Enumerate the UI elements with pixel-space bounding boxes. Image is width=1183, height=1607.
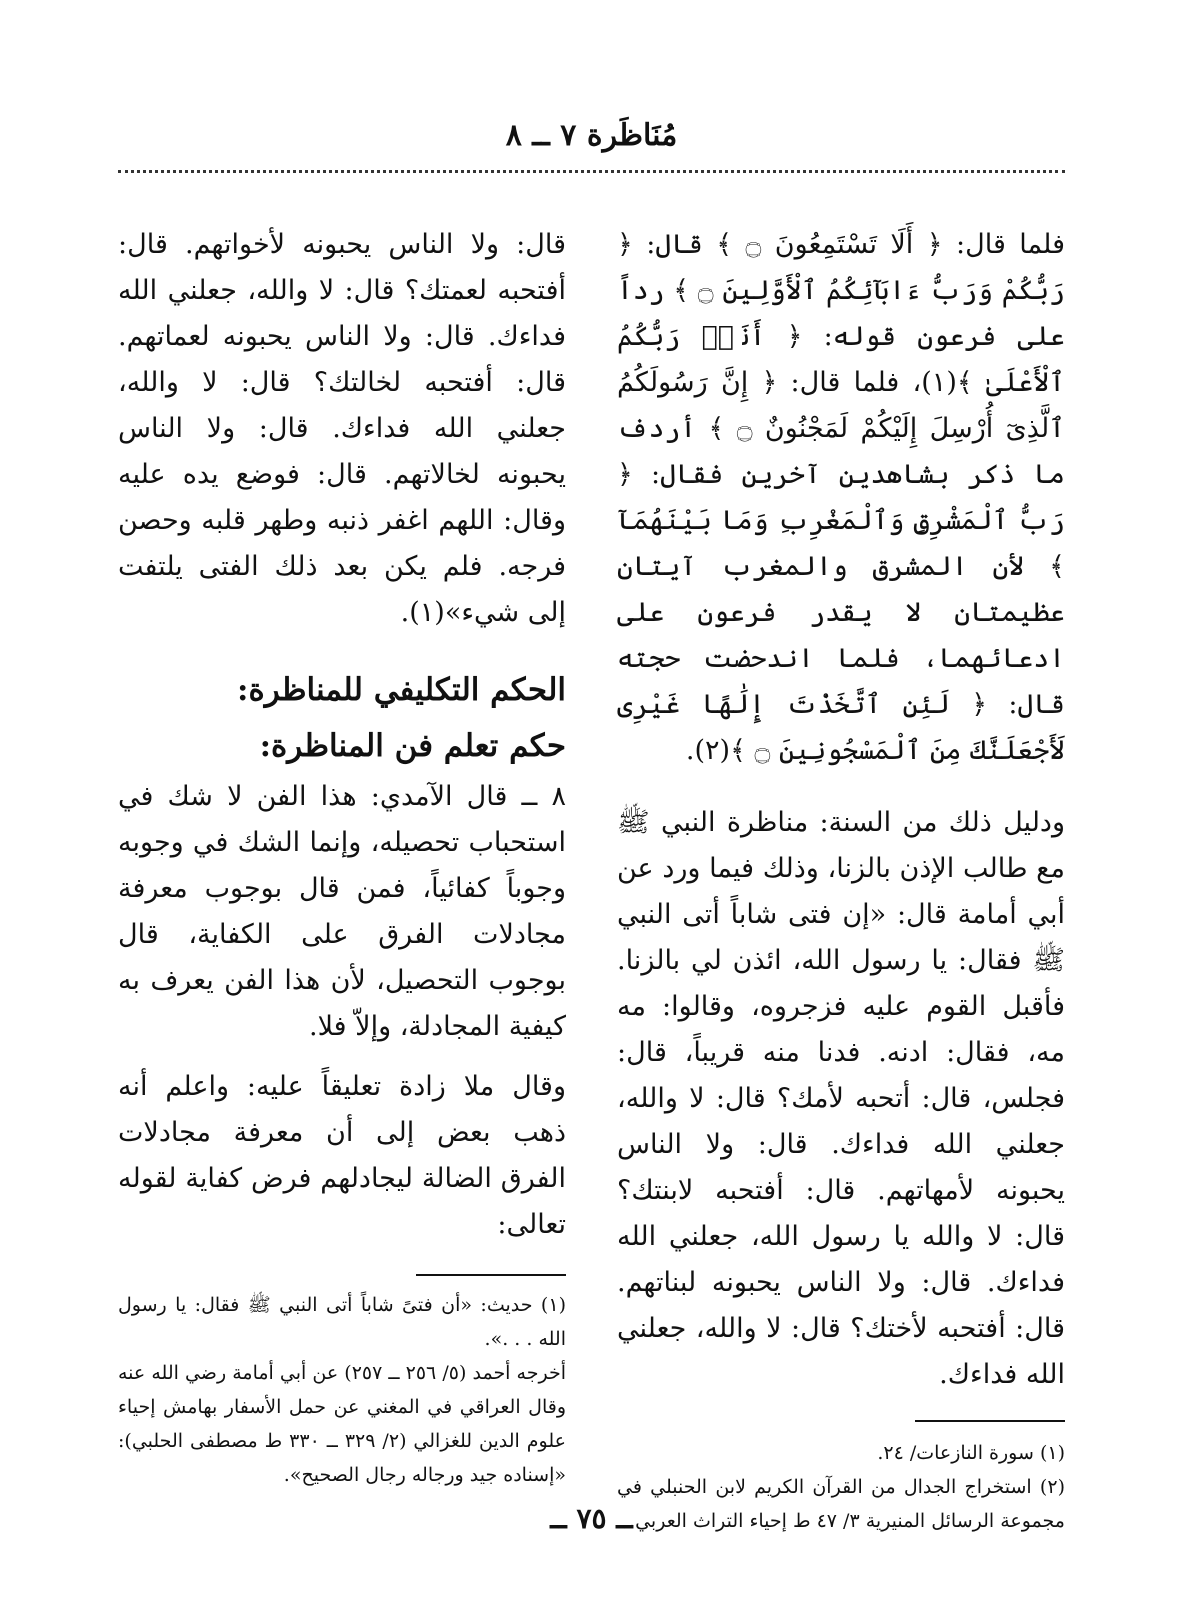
paragraph-gap (118, 1050, 566, 1064)
footnote-rule (416, 1274, 566, 1276)
running-header: مُنَاظَرة ٧ ــ ٨ (505, 118, 678, 153)
page-number: ــ ٧٥ ــ (550, 1502, 633, 1535)
body-paragraph: وقال ملا زادة تعليقاً عليه: واعلم أنه ذهب بعض إلى أن معرفة مجادلات الفرق الضالة ليجادلهم فرض كفاية لقوله تعالى: (118, 1071, 566, 1240)
body-paragraph: فلما قال: ﴿ أَلَا تَسْتَمِعُونَ ۝ ﴾ قال: ﴿ رَبُّكُمْ وَرَبُّ ءَابَآئِكُمُ ٱلْأَوَّلِينَ ۝ ﴾ رداً على فرعون قوله: ﴿ أَنَا۠ رَبُّكُمُ ٱلْأَعْلَىٰ ﴾(١)، فلما قال: ﴿ إِنَّ رَسُولَكُمُ ٱلَّذِىٓ أُرْسِلَ إِلَيْكُمْ لَمَجْنُونٌ ۝ ﴾ أردف ما ذكر بشاهدين آخرين فقال: ﴿ رَبُّ ٱلْمَشْرِقِ وَٱلْمَغْرِبِ وَمَا بَيْنَهُمَآ ﴾ لأن المشرق والمغرب آيتان عظيمتان لا يقدر فرعون على ادعائهما، فلما اندحضت حجته قال: ﴿ لَئِنِ ٱتَّخَذْتَ إِلَٰهًا غَيْرِى لَأَجْعَلَنَّكَ مِنَ ٱلْمَسْجُونِينَ ۝ ﴾(٢). (617, 229, 1065, 766)
body-paragraph: قال: ولا الناس يحبونه لأخواتهم. قال: أفتحبه لعمتك؟ قال: لا والله، جعلني الله فداءك. قال: ولا الناس يحبونه لعماتهم. قال: أفتحبه لخالتك؟ قال: لا والله، جعلني الله فداءك. قال: ولا الناس يحبونه لخالاتهم. قال: فوضع يده عليه وقال: اللهم اغفر ذنبه وطهر قلبه وحصن فرجه. فلم يكن بعد ذلك الفتى يلتفت إلى شيء»(١). (118, 229, 566, 628)
paragraph-gap (118, 636, 566, 662)
footnote: (٢) استخراج الجدال من القرآن الكريم لابن الحنبلي في مجموعة الرسائل المنيرية ٣/ ٤٧ ط إحياء التراث العربي. (617, 1476, 1065, 1532)
footnote-rule (915, 1420, 1065, 1422)
subsection-heading: حكم تعلم فن المناظرة: (259, 728, 566, 764)
section-heading: الحكم التكليفي للمناظرة: (237, 672, 566, 708)
body-paragraph: ٨ ــ قال الآمدي: هذا الفن لا شك في استحباب تحصيله، وإنما الشك في وجوبه وجوباً كفائياً، فمن قال بوجوب معرفة مجادلات الفرق على الكفاية، قال بوجوب التحصيل، لأن هذا الفن يعرف به كيفية المجادلة، وإلاّ فلا. (118, 781, 566, 1042)
header-dotted-divider (118, 170, 1065, 173)
right-column (617, 222, 1065, 1538)
footnote-continuation: أخرجه أحمد (٥/ ٢٥٦ ــ ٢٥٧) عن أبي أمامة رضي الله عنه وقال العراقي في المغني عن حمل الأسفار بهامش إحياء علوم الدين للغزالي (٢/ ٣٢٩ ــ ٣٣٠ ط مصطفى الحلبي): «إسناده جيد ورجاله رجال الصحيح». (118, 1362, 566, 1486)
footnote: (١) سورة النازعات/ ٢٤. (877, 1442, 1065, 1464)
body-paragraph: ودليل ذلك من السنة: مناظرة النبي ﷺ مع طالب الإذن بالزنا، وذلك فيما ورد عن أبي أمامة قال: «إن فتى شاباً أتى النبي ﷺ فقال: يا رسول الله، ائذن لي بالزنا. فأقبل القوم عليه فزجروه، وقالوا: مه مه، فقال: ادنه. فدنا منه قريباً، قال: فجلس، قال: أتحبه لأمك؟ قال: لا والله، جعلني الله فداءك. قال: ولا الناس يحبونه لأمهاتهم. قال: أفتحبه لابنتك؟ قال: لا والله يا رسول الله، جعلني الله فداءك. قال: ولا الناس يحبونه لبناتهم. قال: أفتحبه لأختك؟ قال: لا والله، جعلني الله فداءك. (617, 807, 1065, 1390)
left-column (118, 222, 566, 1492)
paragraph-gap (617, 774, 1065, 800)
footnote: (١) حديث: «أن فتىً شاباً أتى النبي ﷺ فقال: يا رسول الله . . .». (118, 1294, 566, 1350)
